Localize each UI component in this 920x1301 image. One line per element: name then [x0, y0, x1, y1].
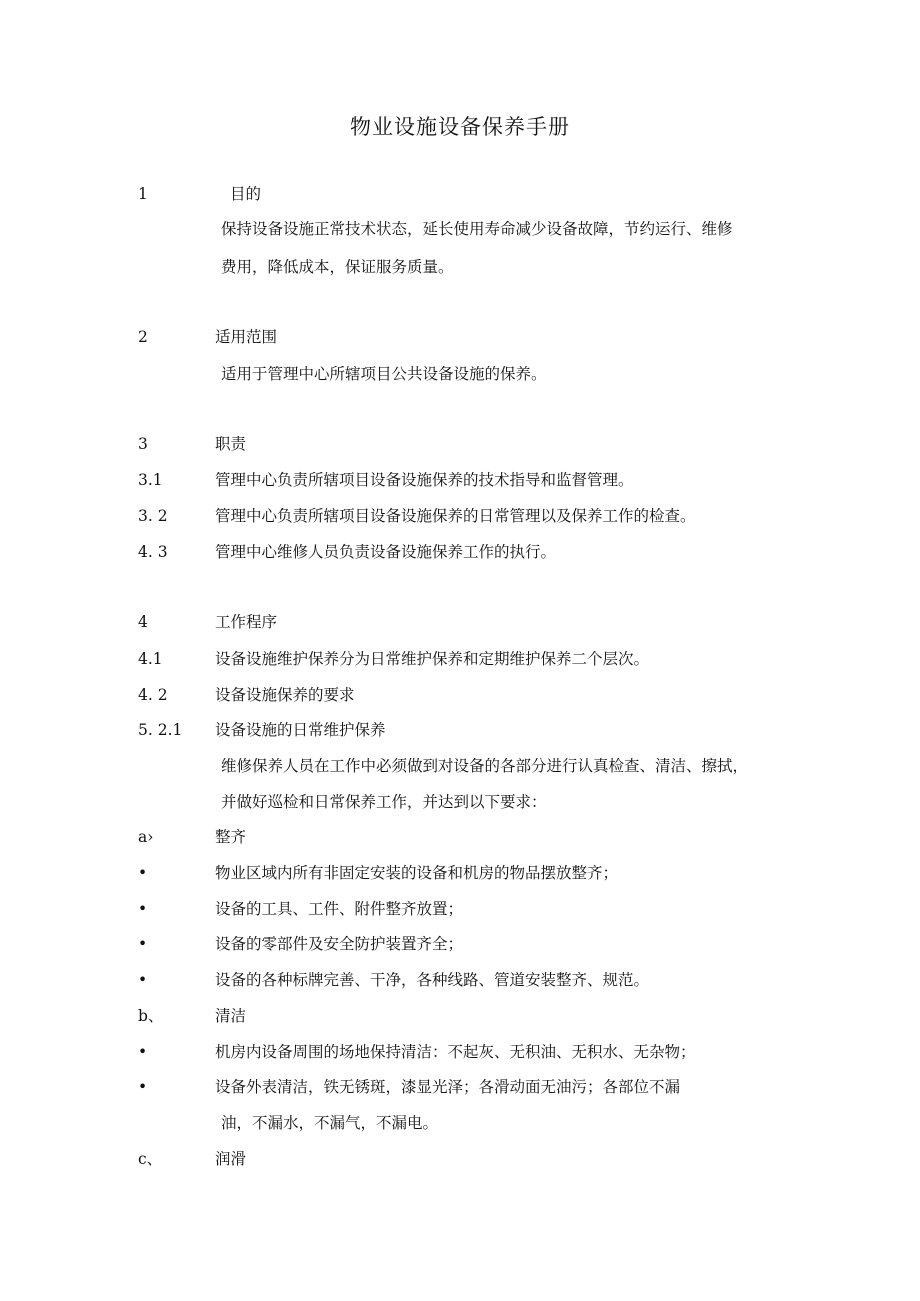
item-number: 3. 2 [138, 507, 168, 525]
item-number: 3.1 [138, 471, 163, 489]
bullet-text: 设备的零部件及安全防护装置齐全； [215, 935, 464, 953]
section-4-number: 4 [138, 613, 148, 631]
subitem-heading: 润滑 [215, 1150, 247, 1168]
paragraph-line: 并做好巡检和日常保养工作，并达到以下要求： [221, 793, 547, 811]
bullet-icon: • [138, 971, 148, 989]
section-1-paragraph-line-1: 保持设备设施正常技术状态，延长使用寿命减少设备故障，节约运行、维修 [221, 220, 733, 238]
item-number: 5. 2.1 [138, 721, 183, 739]
page-title: 物业设施设备保养手册 [350, 115, 570, 139]
section-1-heading: 目的 [230, 185, 262, 203]
item-text: 管理中心负责所辖项目设备设施保养的日常管理以及保养工作的检查。 [215, 507, 696, 525]
bullet-text: 设备的各种标牌完善、干净，各种线路、管道安装整齐、规范。 [215, 971, 650, 989]
item-number: 4. 2 [138, 686, 168, 704]
subitem-heading: 清洁 [215, 1007, 247, 1025]
item-number: 4. 3 [138, 543, 168, 561]
section-4-heading: 工作程序 [215, 613, 278, 631]
bullet-text: 物业区域内所有非固定安装的设备和机房的物品摆放整齐； [215, 864, 619, 882]
section-2-heading: 适用范围 [215, 328, 278, 346]
item-text: 设备设施保养的要求 [215, 686, 355, 704]
subitem-label: b、 [138, 1007, 164, 1025]
subitem-label: c、 [138, 1150, 163, 1168]
section-3-number: 3 [138, 435, 148, 453]
subitem-label: a› [138, 828, 154, 846]
bullet-text: 设备的工具、工件、附件整齐放置； [215, 900, 464, 918]
bullet-text: 机房内设备周围的场地保持清洁：不起灰、无积油、无积水、无杂物； [215, 1043, 696, 1061]
item-text: 管理中心负责所辖项目设备设施保养的技术指导和监督管理。 [215, 471, 634, 489]
subitem-heading: 整齐 [215, 828, 247, 846]
bullet-icon: • [138, 1078, 148, 1096]
bullet-continuation-text: 油，不漏水，不漏气，不漏电。 [221, 1114, 439, 1132]
section-1-number: 1 [138, 185, 148, 203]
bullet-icon: • [138, 935, 148, 953]
bullet-icon: • [138, 1043, 148, 1061]
section-2-paragraph: 适用于管理中心所辖项目公共设备设施的保养。 [221, 365, 547, 383]
item-text: 管理中心维修人员负责设备设施保养工作的执行。 [215, 543, 557, 561]
bullet-icon: • [138, 900, 148, 918]
paragraph-line: 维修保养人员在工作中必须做到对设备的各部分进行认真检查、清洁、擦拭， [221, 757, 749, 775]
section-2-number: 2 [138, 328, 148, 346]
section-3-heading: 职责 [215, 435, 247, 453]
item-text: 设备设施的日常维护保养 [215, 721, 386, 739]
bullet-text: 设备外表清洁，铁无锈斑，漆显光泽；各滑动面无油污；各部位不漏 [215, 1078, 681, 1096]
bullet-icon: • [138, 864, 148, 882]
section-1-paragraph-line-2: 费用，降低成本，保证服务质量。 [221, 258, 454, 276]
item-text: 设备设施维护保养分为日常维护保养和定期维护保养二个层次。 [215, 650, 650, 668]
item-number: 4.1 [138, 650, 163, 668]
